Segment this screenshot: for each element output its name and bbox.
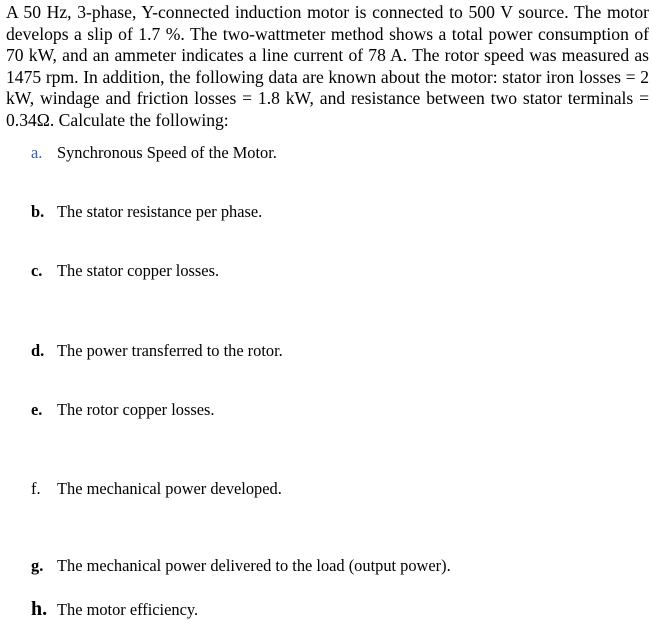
question-text: The stator resistance per phase. [57, 202, 263, 221]
problem-statement: A 50 Hz, 3-phase, Y-connected induction motor is connected to 500 V source. The motor develops a slip of 1.7 %. The two-wattmeter method shows a total power consumption of 70 kW, and an ammeter indicates a line current of 78 A. The rotor speed was measured as 1475 rpm. In addition, the following data are known about the motor: stator iron losses = 2 kW, windage and friction losses = 1.8 kW, and resistance between two stator terminals = 0.34Ω. Calculate the following: [6, 2, 649, 130]
question-marker: d. [31, 341, 45, 360]
question-d [31, 341, 283, 361]
question-marker: h. [31, 598, 48, 620]
question-marker: g. [31, 556, 44, 575]
question-c [31, 261, 219, 281]
question-marker: e. [31, 400, 43, 419]
question-marker: f. [31, 479, 41, 498]
question-text: The rotor copper losses. [57, 400, 215, 419]
question-marker: a. [31, 143, 43, 162]
question-marker: c. [31, 261, 43, 280]
question-text: Synchronous Speed of the Motor. [57, 143, 277, 162]
question-text: The motor efficiency. [57, 600, 199, 619]
question-text: The power transferred to the rotor. [57, 341, 283, 360]
question-marker: b. [31, 202, 45, 221]
question-g [31, 556, 451, 576]
question-text: The stator copper losses. [57, 261, 220, 280]
question-text: The mechanical power developed. [57, 479, 282, 498]
question-b [31, 202, 262, 222]
question-a [31, 143, 277, 163]
question-e [31, 400, 215, 420]
question-f [31, 479, 282, 499]
question-h [31, 599, 198, 620]
question-text: The mechanical power delivered to the load (output power). [57, 556, 451, 575]
